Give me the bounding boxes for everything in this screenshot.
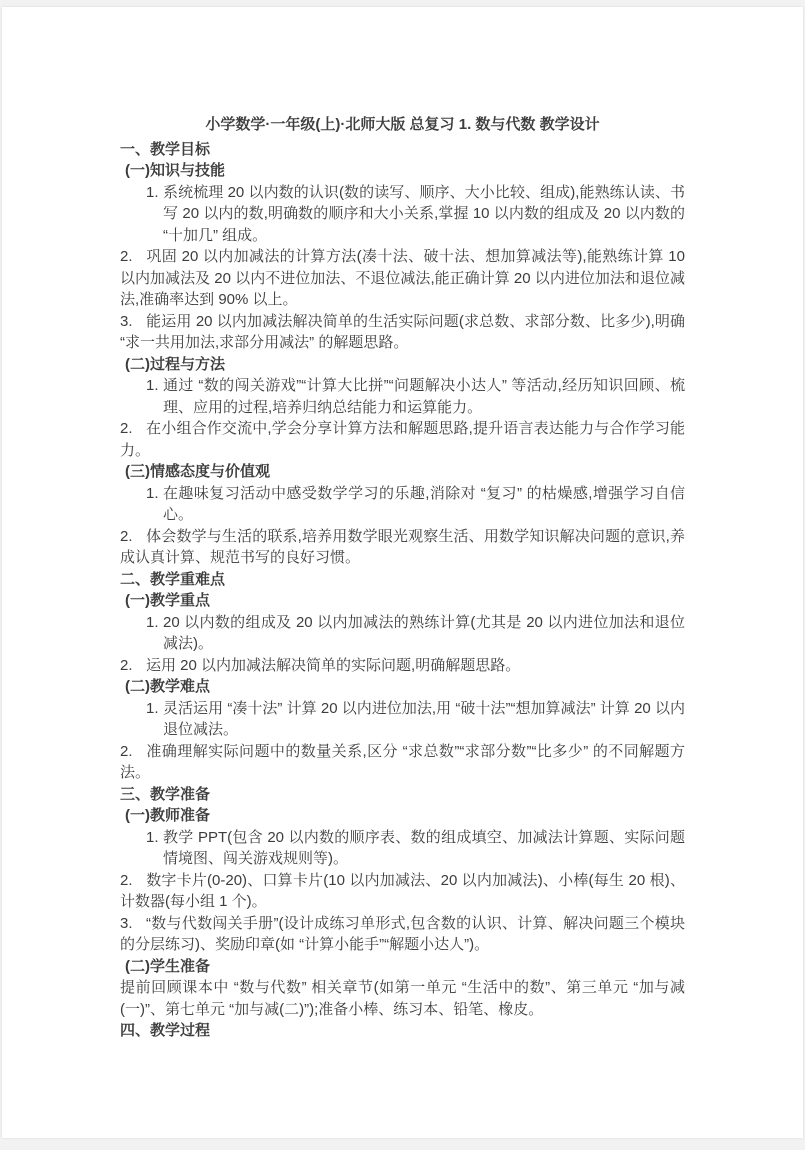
document-body <box>120 139 685 1042</box>
numbered-paragraph <box>120 655 685 677</box>
item-number: 3. <box>120 914 133 932</box>
section-heading: 一、教学目标 <box>120 140 211 158</box>
item-number: 1. <box>146 828 159 846</box>
document-content <box>2 7 803 1042</box>
item-number: 1. <box>146 484 159 502</box>
item-number: 1. <box>146 699 159 717</box>
item-text: 通过 “数的闯关游戏”“计算大比拼”“问题解决小达人” 等活动,经历知识回顾、梳理、应用的过程,培养归纳总结能力和运算能力。 <box>163 377 685 416</box>
document-title: 小学数学·一年级(上)·北师大版 总复习 1. 数与代数 教学设计 <box>205 116 600 133</box>
item-text: 运用 20 以内加减法解决简单的实际问题,明确解题思路。 <box>146 656 521 674</box>
item-text: 在小组合作交流中,学会分享计算方法和解题思路,提升语言表达能力与合作学习能力。 <box>120 420 685 459</box>
subsection-heading: (二)过程与方法 <box>125 355 225 373</box>
item-text: “数与代数闯关手册”(设计成练习单形式,包含数的认识、计算、解决问题三个模块的分层练习)、奖励印章(如 “计算小能手”“解题小达人”)。 <box>120 914 685 953</box>
item-text: 体会数学与生活的联系,培养用数学眼光观察生活、用数学知识解决问题的意识,养成认真计算、规范书写的良好习惯。 <box>120 527 685 566</box>
item-number: 1. <box>146 183 159 201</box>
section-heading: 二、教学重难点 <box>120 570 226 588</box>
item-number: 2. <box>120 248 133 265</box>
numbered-paragraph <box>120 526 685 569</box>
document-page <box>2 7 803 1138</box>
numbered-list-item <box>120 698 685 741</box>
numbered-paragraph <box>120 870 685 913</box>
item-number: 2. <box>120 527 133 545</box>
item-number: 2. <box>120 871 133 889</box>
item-number: 2. <box>120 420 133 437</box>
subsection-heading: (二)教学难点 <box>125 678 210 695</box>
item-text: 准确理解实际问题中的数量关系,区分 “求总数”“求部分数”“比多少” 的不同解题方法。 <box>120 742 685 781</box>
subsection-heading: (一)知识与技能 <box>125 162 225 179</box>
numbered-list-item <box>120 182 685 247</box>
item-number: 3. <box>120 312 133 330</box>
item-text: 巩固 20 以内加减法的计算方法(凑十法、破十法、想加算减法等),能熟练计算 10 以内加减法及 20 以内不进位加法、不退位减法,能正确计算 20 以内进位加法和退位减法,准确率达到 90% 以上。 <box>120 248 685 308</box>
subsection-heading: (一)教师准备 <box>125 807 210 824</box>
numbered-paragraph <box>120 311 685 354</box>
item-number: 1. <box>146 377 159 394</box>
numbered-paragraph <box>120 741 685 784</box>
numbered-list-item <box>120 827 685 870</box>
subsection-heading: (三)情感态度与价值观 <box>125 463 270 480</box>
numbered-list-item <box>120 483 685 526</box>
section-heading: 三、教学准备 <box>120 785 211 803</box>
subsection-heading: (一)教学重点 <box>125 592 210 609</box>
numbered-paragraph <box>120 418 685 461</box>
item-text: 数字卡片(0-20)、口算卡片(10 以内加减法、20 以内加减法)、小棒(每生 20 根)、计数器(每小组 1 个)。 <box>120 871 685 910</box>
subsection-heading: (二)学生准备 <box>125 957 210 975</box>
numbered-list-item <box>120 375 685 418</box>
numbered-paragraph <box>120 913 685 956</box>
item-number: 2. <box>120 742 133 760</box>
item-text: 20 以内数的组成及 20 以内加减法的熟练计算(尤其是 20 以内进位加法和退位减法)。 <box>163 613 685 652</box>
item-text: 能运用 20 以内加减法解决简单的生活实际问题(求总数、求部分数、比多少),明确 “求一共用加法,求部分用减法” 的解题思路。 <box>120 312 685 351</box>
item-text: 在趣味复习活动中感受数学学习的乐趣,消除对 “复习” 的枯燥感,增强学习自信心。 <box>163 484 685 523</box>
item-text: 灵活运用 “凑十法” 计算 20 以内进位加法,用 “破十法”“想加算减法” 计算 20 以内退位减法。 <box>163 699 685 738</box>
section-heading: 四、教学过程 <box>120 1022 211 1039</box>
paragraph: 提前回顾课本中 “数与代数” 相关章节(如第一单元 “生活中的数”、第三单元 “加与减(一)”、第七单元 “加与减(二)”);准备小棒、练习本、铅笔、橡皮。 <box>120 979 685 1018</box>
item-number: 1. <box>146 613 159 631</box>
item-text: 教学 PPT(包含 20 以内数的顺序表、数的组成填空、加减法计算题、实际问题情境图、闯关游戏规则等)。 <box>163 828 685 867</box>
numbered-list-item <box>120 612 685 655</box>
item-number: 2. <box>120 656 133 674</box>
item-text: 系统梳理 20 以内数的认识(数的读写、顺序、大小比较、组成),能熟练认读、书写 20 以内的数,明确数的顺序和大小关系,掌握 10 以内数的组成及 20 以内数的 “十加几” 组成。 <box>163 183 685 244</box>
numbered-paragraph <box>120 246 685 311</box>
